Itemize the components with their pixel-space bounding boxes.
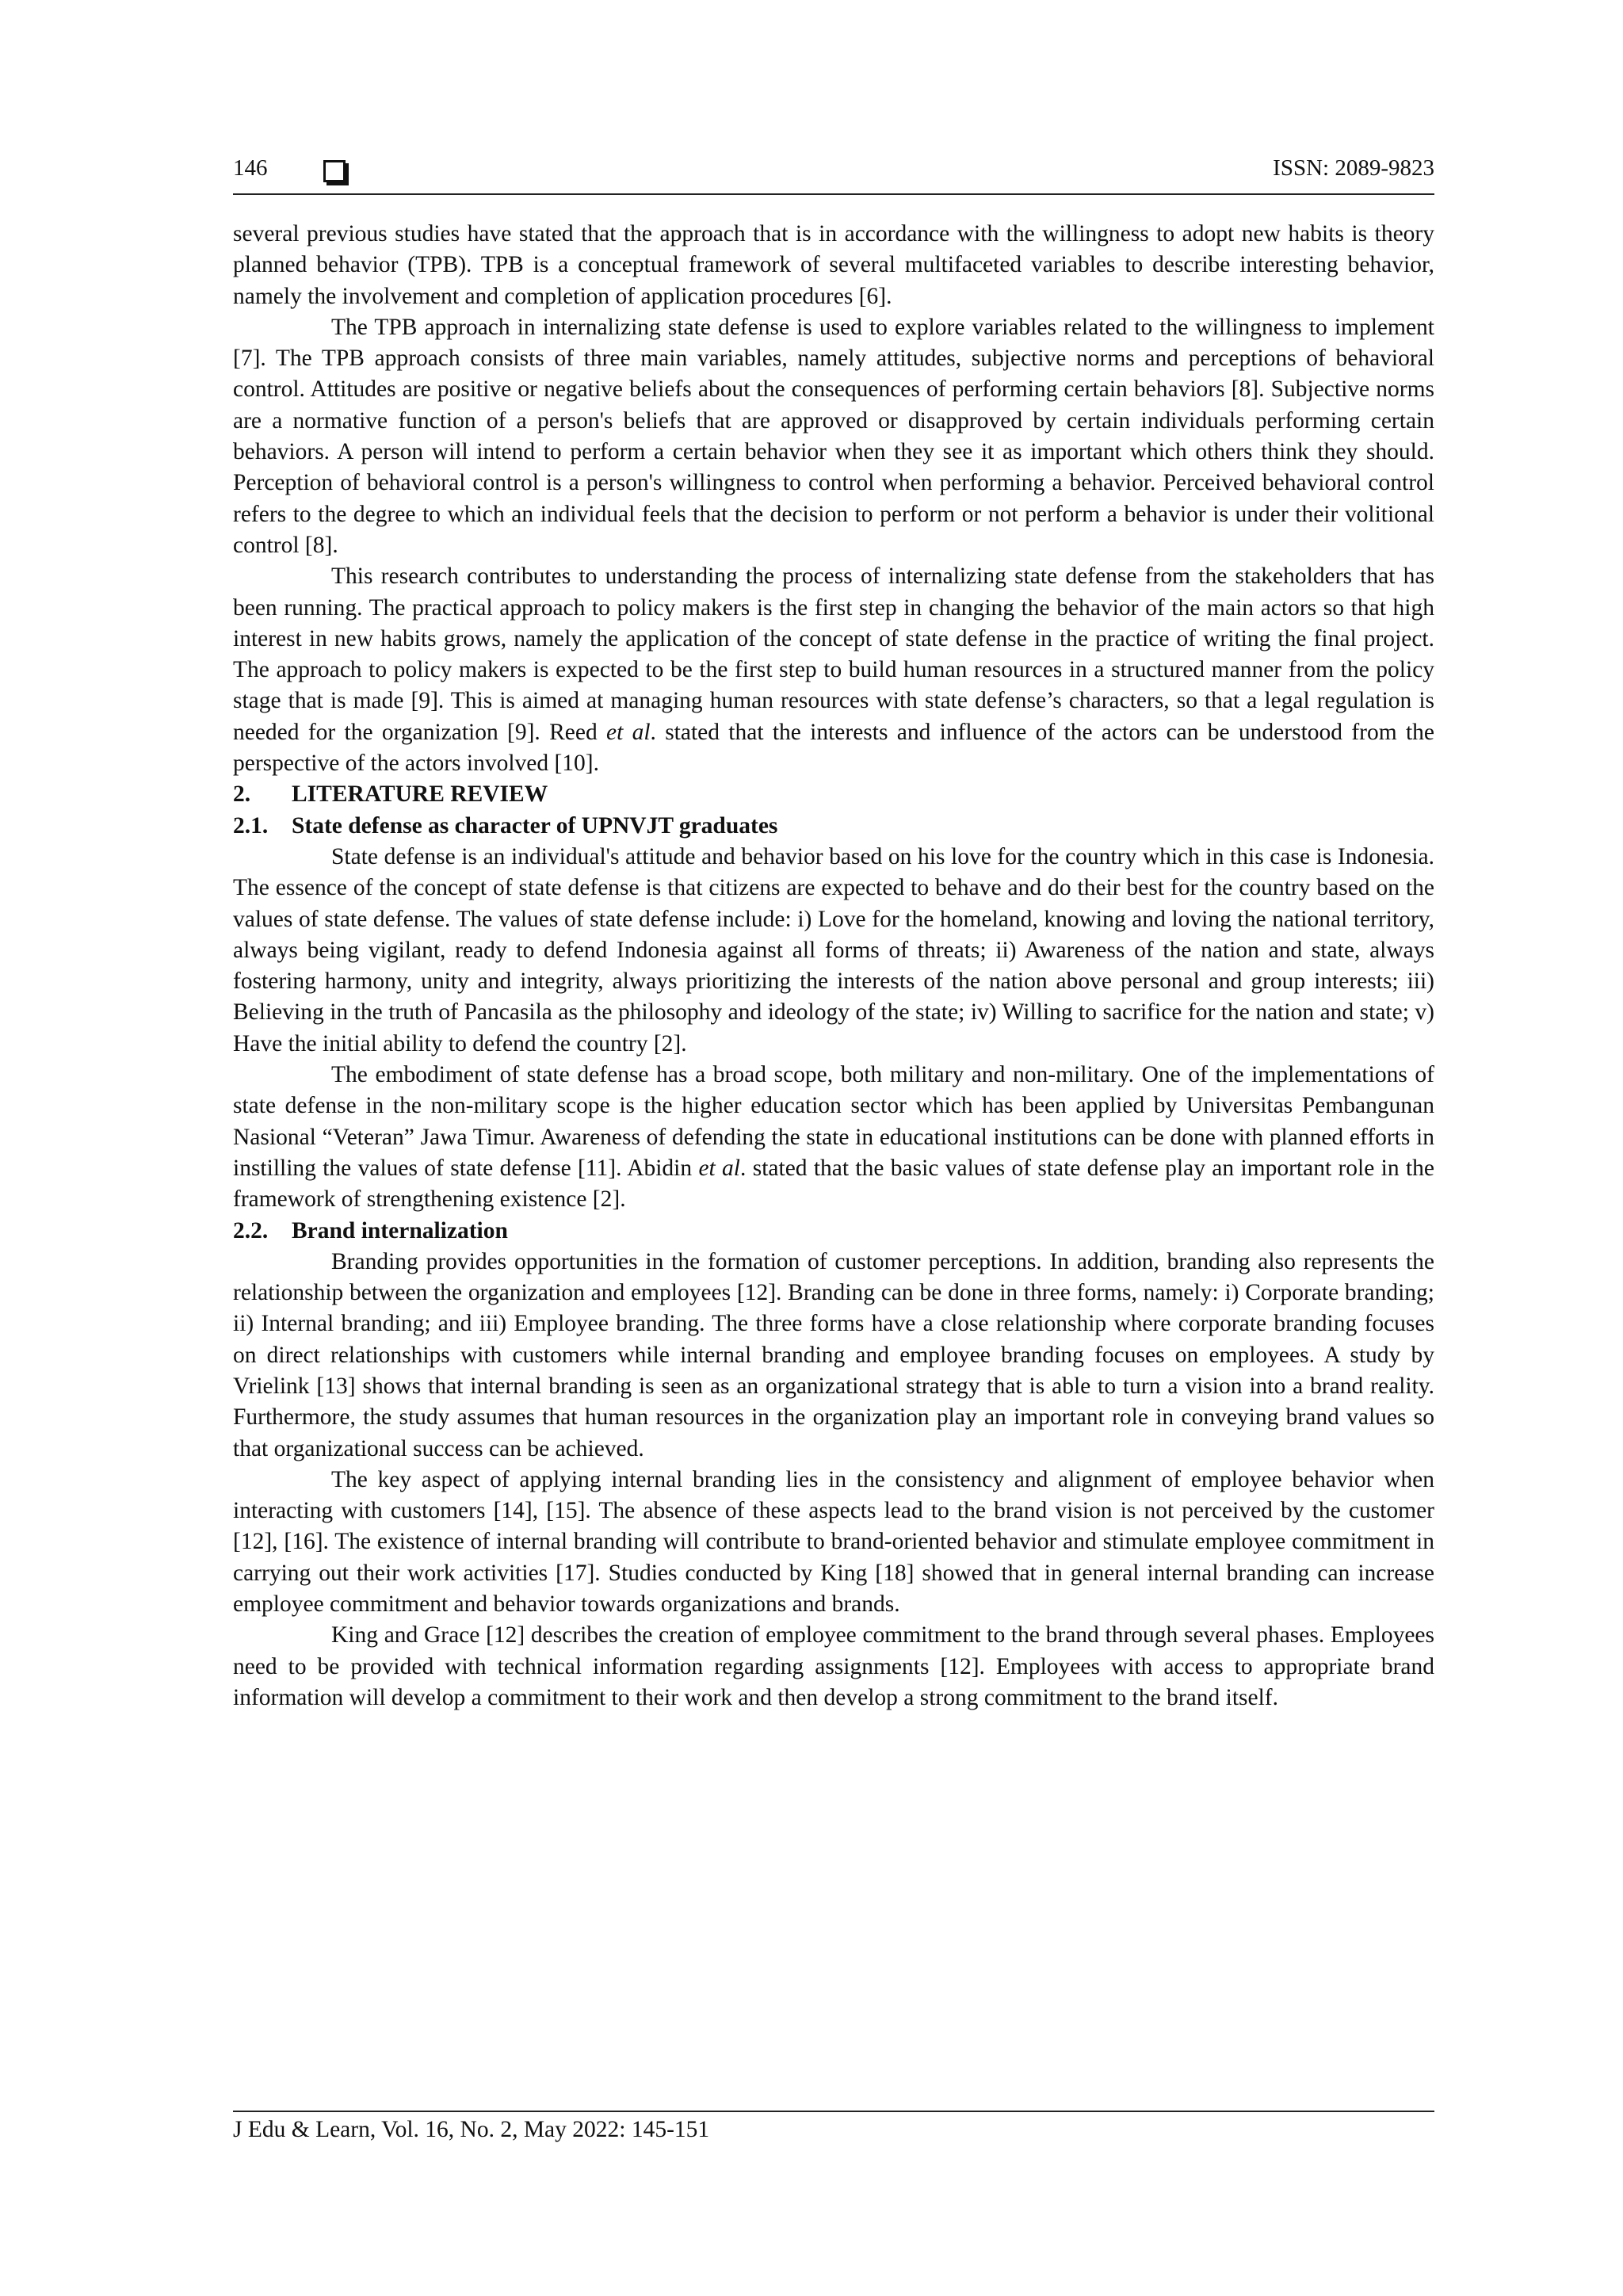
brand-paragraph-1: Branding provides opportunities in the formation of customer perceptions. In addition, branding also represents the relationship between the organization and employees [12]. Branding can be done in three forms, namely: i) Corporate branding; ii) Internal branding; and iii) Employee branding. The three forms have a close relationship where corporate branding focuses on direct relationships with customers while internal branding and employee branding focuses on employees. A study by Vrielink [13] shows that internal branding is seen as an organizational strategy that is able to turn a vision into a brand reality. Furthermore, the study assumes that human resources in the organization play an important role in conveying brand values so that organizational success can be achieved.: [233, 1248, 1434, 1461]
intro-paragraph-3-text-a: This research contributes to understanding the process of internalizing state defense from the stakeholders that has been running. The practical approach to policy makers is the first step in changing the behavior of the main actors so that high interest in new habits grows, namely the application of the concept of state defense in the practice of writing the final project. The approach to policy makers is expected to be the first step to build human resources in a structured manner from the policy stage that is made [9]. This is aimed at managing human resources with state defense’s characters, so that a legal regulation is needed for the organization [9]. Reed: [233, 563, 1434, 745]
page-number: 146: [233, 155, 268, 181]
journal-citation: J Edu & Learn, Vol. 16, No. 2, May 2022: 145-151: [233, 2117, 710, 2142]
et-al-italic: et al: [606, 719, 651, 745]
subsection-number: 2.2.: [233, 1217, 269, 1244]
intro-paragraph-1: several previous studies have stated that the approach that is in accordance with the willingness to adopt new habits is theory planned behavior (TPB). TPB is a conceptual framework of several multifaceted variables to describe interesting behavior, namely the involvement and completion of application procedures [6].: [233, 221, 1434, 309]
state-defense-paragraph-1: State defense is an individual's attitude and behavior based on his love for the country which in this case is Indonesia. The essence of the concept of state defense is that citizens are expected to behave and do their best for the country based on the values of state defense. The values of state defense include: i) Love for the homeland, knowing and loving the national territory, always being vigilant, ready to defend Indonesia against all forms of threats; ii) Awareness of the nation and state, always fostering harmony, unity and integrity, always prioritizing the interests of the nation above personal and group interests; iii) Believing in the truth of Pancasila as the philosophy and ideology of the state; iv) Willing to sacrifice for the nation and state; v) Have the initial ability to defend the country [2].: [233, 843, 1434, 1056]
section-title: LITERATURE REVIEW: [292, 781, 548, 808]
intro-paragraph-2: The TPB approach in internalizing state defense is used to explore variables related to the willingness to implement [7]. The TPB approach consists of three main variables, namely attitudes, subjective norms and perceptions of behavioral control. Attitudes are positive or negative beliefs about the consequences of performing certain behaviors [8]. Subjective norms are a normative function of a person's beliefs that are approved or disapproved by certain individuals performing certain behaviors. A person will intend to perform a certain behavior when they see it as important which others think they should. Perception of behavioral control is a person's willingness to control when performing a behavior. Perceived behavioral control refers to the degree to which an individual feels that the decision to perform or not perform a behavior is under their volitional control [8].: [233, 314, 1434, 558]
subsection-title: State defense as character of UPNVJT graduates: [292, 812, 778, 839]
state-defense-paragraph-2-text-a: The embodiment of state defense has a broad scope, both military and non-military. One of the implementations of state defense in the non-military scope is the higher education sector which has been applied by Universitas Pembangunan Nasional “Veteran” Jawa Timur. Awareness of defending the state in educational institutions can be done with planned efforts in instilling the values of state defense [11]. Abidin: [233, 1062, 1434, 1181]
state-defense-paragraph-2-text-b: . stated that the basic values of state defense play an important role in the framework of strengthening existence [2].: [233, 1155, 1434, 1213]
section-heading-literature-review: [233, 779, 1434, 810]
section-number: 2.: [233, 781, 251, 808]
issn-label: ISSN: 2089-9823: [1273, 155, 1434, 181]
brand-paragraph-3: King and Grace [12] describes the creation of employee commitment to the brand through several phases. Employees need to be provided with technical information regarding assignments [12]. Employees with access to appropriate brand information will develop a commitment to their work and then develop a strong commitment to the brand itself.: [233, 1622, 1434, 1710]
brand-paragraph-2: The key aspect of applying internal branding lies in the consistency and alignment of employee behavior when interacting with customers [14], [15]. The absence of these aspects lead to the brand vision is not perceived by the customer [12], [16]. The existence of internal branding will contribute to brand-oriented behavior and stimulate employee commitment in carrying out their work activities [17]. Studies conducted by King [18] showed that in general internal branding can increase employee commitment and behavior towards organizations and brands.: [233, 1466, 1434, 1618]
page-footer: [233, 2111, 1434, 2143]
subsection-title: Brand internalization: [292, 1217, 508, 1244]
state-defense-paragraph-2: [233, 1060, 1434, 1215]
page-body: [233, 219, 1434, 1713]
subsection-number: 2.1.: [233, 812, 269, 839]
subsection-heading-state-defense: [233, 811, 1434, 842]
intro-paragraph-3: [233, 561, 1434, 779]
subsection-heading-brand-internalization: [233, 1216, 1434, 1247]
et-al-italic: et al: [698, 1155, 741, 1181]
page-header: [233, 155, 1434, 195]
intro-paragraph-3-text-b: . stated that the interests and influence of the actors can be understood from the perspective of the actors involved [10].: [233, 719, 1434, 777]
checkbox-square-icon: [323, 160, 346, 182]
